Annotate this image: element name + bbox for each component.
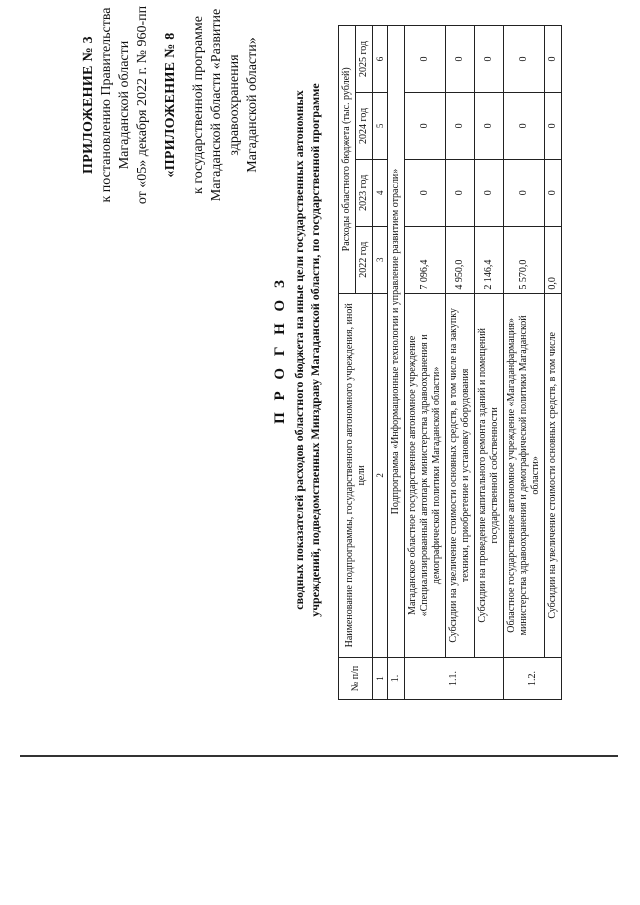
- scan-edge-line: [20, 755, 618, 757]
- row-item: Субсидии на проведение капитального ремонта зданий и помещений государственной собственности: [475, 293, 504, 657]
- section-title: Подпрограмма «Информационные технологии и управление развитием отрасли»: [388, 26, 405, 658]
- appendix-line-6: здравоохранения: [227, 54, 242, 156]
- column-number: 4: [373, 159, 388, 226]
- row-value: 5 570,0: [504, 226, 545, 293]
- row-value: 0: [545, 26, 562, 93]
- row-value: 0: [504, 26, 545, 93]
- header-year-2024: 2024 год: [356, 92, 373, 159]
- row-item: Субсидии на увеличение стоимости основных средств, в том числе: [545, 293, 562, 657]
- appendix-line-4: к государственной программе: [191, 16, 206, 194]
- row-num: 1.2.: [504, 658, 562, 700]
- row-value: 7 096,4: [405, 226, 446, 293]
- appendix-block: [80, 0, 262, 220]
- forecast-subtitle-line-2: учреждений, подведомственных Минздраву Магаданской области, по государственной программе: [308, 83, 322, 617]
- row-value: 0,0: [545, 226, 562, 293]
- table-row: [405, 26, 446, 700]
- row-value: 0: [405, 159, 446, 226]
- row-value: 0: [405, 26, 446, 93]
- row-value: 0: [446, 26, 475, 93]
- row-value: 0: [405, 92, 446, 159]
- appendix-line-3: от «05» декабря 2022 г. № 960-пп: [135, 5, 150, 205]
- column-number: 1: [373, 658, 388, 700]
- row-value: 0: [545, 92, 562, 159]
- table-row: [446, 26, 475, 700]
- header-year-2023: 2023 год: [356, 159, 373, 226]
- row-value: 0: [504, 92, 545, 159]
- table-column-numbers-row: [373, 26, 388, 700]
- budget-table: [338, 25, 562, 700]
- row-num: 1.1.: [405, 658, 504, 700]
- appendix-line-2: Магаданской области: [117, 40, 132, 170]
- appendix-gap-2: [180, 0, 190, 220]
- appendix-title-2: «ПРИЛОЖЕНИЕ № 8: [163, 32, 178, 178]
- appendix-line-7: Магаданской области»: [245, 37, 260, 173]
- row-value: 2 146,4: [475, 226, 504, 293]
- table-row: [504, 26, 545, 700]
- forecast-subtitle-line-1: сводных показателей расходов областного бюджета на иные цели государственных автономных: [292, 90, 306, 610]
- forecast-title: П Р О Г Н О З: [272, 276, 288, 424]
- appendix-gap: [152, 0, 162, 220]
- row-value: 0: [475, 26, 504, 93]
- row-org: Областное государственное автономное учреждение «Магаданфармация» министерства здравоохранения и демографической политики Магаданской области»: [504, 293, 545, 657]
- appendix-title: ПРИЛОЖЕНИЕ № 3: [81, 36, 96, 174]
- header-year-2022: 2022 год: [356, 226, 373, 293]
- row-value: 0: [504, 159, 545, 226]
- section-num: 1.: [388, 658, 405, 700]
- column-number: 6: [373, 26, 388, 93]
- header-year-2025: 2025 год: [356, 26, 373, 93]
- column-number: 2: [373, 293, 388, 657]
- header-name: Наименование подпрограммы, государственного автономного учреждения, иной цели: [339, 293, 373, 657]
- row-value: 4 950,0: [446, 226, 475, 293]
- appendix-line-5: Магаданской области «Развитие: [209, 8, 224, 202]
- forecast-subtitle: [291, 0, 323, 700]
- rotated-document: [10, 0, 610, 720]
- row-value: 0: [446, 159, 475, 226]
- table-row: [545, 26, 562, 700]
- table-section-row: [388, 26, 405, 700]
- row-value: 0: [475, 92, 504, 159]
- table-row: [475, 26, 504, 700]
- header-num: № п/п: [339, 658, 373, 700]
- column-number: 3: [373, 226, 388, 293]
- header-budget: Расходы областного бюджета (тыс. рублей): [339, 26, 356, 294]
- row-value: 0: [545, 159, 562, 226]
- row-value: 0: [446, 92, 475, 159]
- table-header-row: [339, 26, 356, 700]
- row-item: Субсидии на увеличение стоимости основных средств, в том числе на закупку техники, приобретение и установку оборудования: [446, 293, 475, 657]
- column-number: 5: [373, 92, 388, 159]
- row-value: 0: [475, 159, 504, 226]
- appendix-line-1: к постановлению Правительства: [99, 7, 114, 203]
- row-org: Магаданское областное государственное автономное учреждение «Специализированный автопарк министерства здравоохранения и демографической политики Магаданской области»: [405, 293, 446, 657]
